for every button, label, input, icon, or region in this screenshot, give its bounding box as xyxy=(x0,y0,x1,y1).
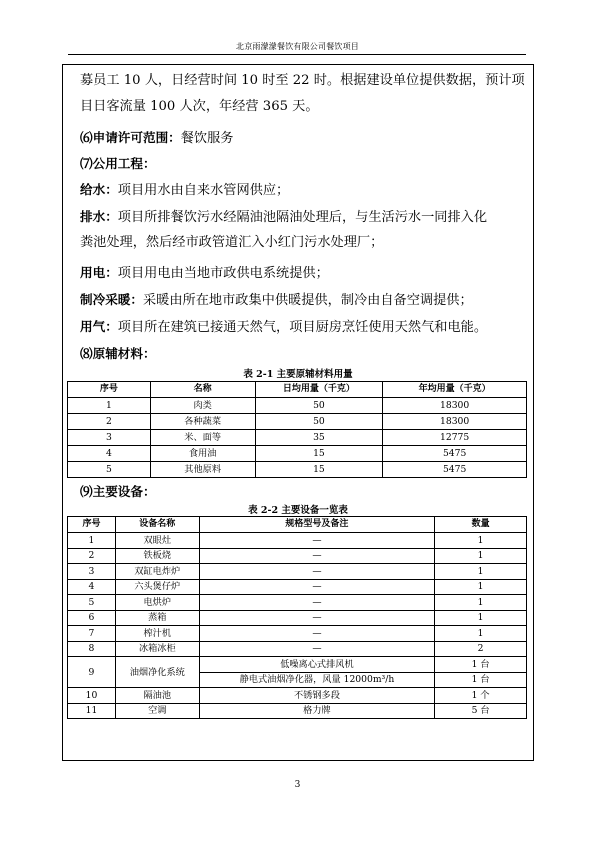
paragraph-materials-heading xyxy=(80,345,156,364)
table-cell: 铁板烧 xyxy=(115,548,199,564)
equipment-label: ⑼主要设备： xyxy=(80,484,156,499)
table-cell: 12775 xyxy=(383,430,527,446)
table-row xyxy=(68,446,527,462)
table-cell: — xyxy=(199,548,435,564)
table-cell: 静电式油烟净化器，风量 12000m³/h xyxy=(199,672,435,688)
table-row xyxy=(68,398,527,414)
table-cell: 4 xyxy=(68,579,116,595)
table-cell: 2 xyxy=(68,548,116,564)
table-cell: 各种蔬菜 xyxy=(150,414,255,430)
table-cell: 六头煲仔炉 xyxy=(115,579,199,595)
materials-table xyxy=(67,381,527,478)
table-cell: 电烘炉 xyxy=(115,595,199,611)
page-number: 3 xyxy=(294,780,301,790)
table-cell: 冰箱冰柜 xyxy=(115,641,199,657)
table-cell: 3 xyxy=(68,564,116,580)
table-header-row xyxy=(68,382,527,398)
table-cell: 1 xyxy=(435,610,527,626)
table-cell: 9 xyxy=(68,657,116,688)
column-header: 名称 xyxy=(150,382,255,398)
table-cell: 18300 xyxy=(383,398,527,414)
table-row xyxy=(68,688,527,704)
gas-text: 项目所在建筑已接通天然气，项目厨房烹饪使用天然气和电能。 xyxy=(117,320,488,335)
paragraph-staff-hours: 募员工 10 人，日经营时间 10 时至 22 时。根据建设单位提供数据，预计项 xyxy=(80,73,525,88)
permit-scope-text: 餐饮服务 xyxy=(180,131,234,146)
electricity-label: 用电： xyxy=(80,265,118,280)
table-cell: 1 xyxy=(435,595,527,611)
column-header: 规格型号及备注 xyxy=(199,517,435,533)
table-cell: — xyxy=(199,579,435,595)
table1-caption: 表 2-1 主要原辅材料用量 xyxy=(243,369,353,380)
paragraph-drainage xyxy=(80,208,487,227)
table-row xyxy=(68,548,527,564)
table-cell: 2 xyxy=(68,414,151,430)
table-cell: 4 xyxy=(68,446,151,462)
permit-scope-label: ⑹申请许可范围： xyxy=(80,130,181,145)
table-cell: 米、面等 xyxy=(150,430,255,446)
table-cell: 双眼灶 xyxy=(115,533,199,549)
water-supply-label: 给水： xyxy=(80,182,118,197)
table-cell: 1 xyxy=(435,626,527,642)
table-cell: 榨汁机 xyxy=(115,626,199,642)
table-cell: 低噪离心式排风机 xyxy=(199,657,435,673)
table-cell: 2 xyxy=(435,641,527,657)
paragraph-utilities-heading xyxy=(80,155,156,174)
table-cell: 1 xyxy=(435,548,527,564)
table-row xyxy=(68,703,527,719)
paragraph-equipment-heading xyxy=(80,483,156,502)
table-cell: 15 xyxy=(255,462,383,478)
table-cell: 双缸电炸炉 xyxy=(115,564,199,580)
table-cell: 3 xyxy=(68,430,151,446)
table-cell: 格力牌 xyxy=(199,703,435,719)
table-cell: 不锈钢多段 xyxy=(199,688,435,704)
table-row xyxy=(68,414,527,430)
table-cell: 18300 xyxy=(383,414,527,430)
paragraph-customer-flow: 目日客流量 100 人次，年经营 365 天。 xyxy=(80,99,319,114)
table-cell: 5 xyxy=(68,595,116,611)
utilities-label: ⑺公用工程： xyxy=(80,156,156,171)
column-header: 日均用量（千克） xyxy=(255,382,383,398)
table-cell: — xyxy=(199,533,435,549)
table-cell: 1 xyxy=(435,579,527,595)
electricity-text: 项目用电由当地市政供电系统提供； xyxy=(117,266,329,281)
column-header: 数量 xyxy=(435,517,527,533)
header-divider xyxy=(68,54,526,55)
table-cell: 11 xyxy=(68,703,116,719)
table-cell: 1 xyxy=(68,398,151,414)
table-cell: 10 xyxy=(68,688,116,704)
equipment-table xyxy=(67,516,527,719)
table-cell: 1 台 xyxy=(435,672,527,688)
table-cell: — xyxy=(199,564,435,580)
header-title: 北京雨濛濛餐饮有限公司餐饮项目 xyxy=(236,42,359,51)
hvac-label: 制冷采暖： xyxy=(80,292,143,307)
table-row xyxy=(68,430,527,446)
table-row xyxy=(68,564,527,580)
table-cell: 肉类 xyxy=(150,398,255,414)
materials-label: ⑻原辅材料： xyxy=(80,346,156,361)
drainage-text: 项目所排餐饮污水经隔油池隔油处理后，与生活污水一同排入化 xyxy=(117,210,488,225)
drainage-label: 排水： xyxy=(80,209,118,224)
table-cell: 50 xyxy=(255,398,383,414)
paragraph-water-supply xyxy=(80,181,289,200)
table-row xyxy=(68,657,527,673)
paragraph-hvac xyxy=(80,291,473,310)
paragraph-electricity xyxy=(80,264,329,283)
table-cell: 15 xyxy=(255,446,383,462)
column-header: 序号 xyxy=(68,517,116,533)
table-cell: — xyxy=(199,610,435,626)
table-cell: 7 xyxy=(68,626,116,642)
table-cell: 5475 xyxy=(383,462,527,478)
gas-label: 用气： xyxy=(80,319,118,334)
paragraph-gas xyxy=(80,318,487,337)
column-header: 序号 xyxy=(68,382,151,398)
table-cell: 5475 xyxy=(383,446,527,462)
table-header-row xyxy=(68,517,527,533)
table-row xyxy=(68,462,527,478)
table-cell: — xyxy=(199,626,435,642)
table2-caption: 表 2-2 主要设备一览表 xyxy=(248,505,348,516)
table-cell: — xyxy=(199,641,435,657)
table-cell: 1 xyxy=(435,564,527,580)
paragraph-drainage-cont: 粪池处理，然后经市政管道汇入小红门污水处理厂； xyxy=(80,235,384,250)
table-cell: 空调 xyxy=(115,703,199,719)
table-cell: 蒸箱 xyxy=(115,610,199,626)
water-supply-text: 项目用水由自来水管网供应； xyxy=(117,183,290,198)
column-header: 年均用量（千克） xyxy=(383,382,527,398)
table-cell: 6 xyxy=(68,610,116,626)
table-cell: 1 xyxy=(435,533,527,549)
table-cell: 1 xyxy=(68,533,116,549)
table-cell: — xyxy=(199,595,435,611)
table-cell: 隔油池 xyxy=(115,688,199,704)
table-row xyxy=(68,595,527,611)
table-cell: 5 xyxy=(68,462,151,478)
table-row xyxy=(68,610,527,626)
table-cell: 1 个 xyxy=(435,688,527,704)
table-cell: 35 xyxy=(255,430,383,446)
table-cell: 油烟净化系统 xyxy=(115,657,199,688)
table-row xyxy=(68,533,527,549)
table-row xyxy=(68,641,527,657)
table-row xyxy=(68,579,527,595)
table-cell: 50 xyxy=(255,414,383,430)
paragraph-permit-scope xyxy=(80,129,234,148)
table-cell: 食用油 xyxy=(150,446,255,462)
table-cell: 1 台 xyxy=(435,657,527,673)
table-cell: 5 台 xyxy=(435,703,527,719)
table-cell: 其他原料 xyxy=(150,462,255,478)
hvac-text: 采暖由所在地市政集中供暖提供，制冷由自备空调提供； xyxy=(142,293,473,308)
column-header: 设备名称 xyxy=(115,517,199,533)
table-row xyxy=(68,626,527,642)
table-cell: 8 xyxy=(68,641,116,657)
